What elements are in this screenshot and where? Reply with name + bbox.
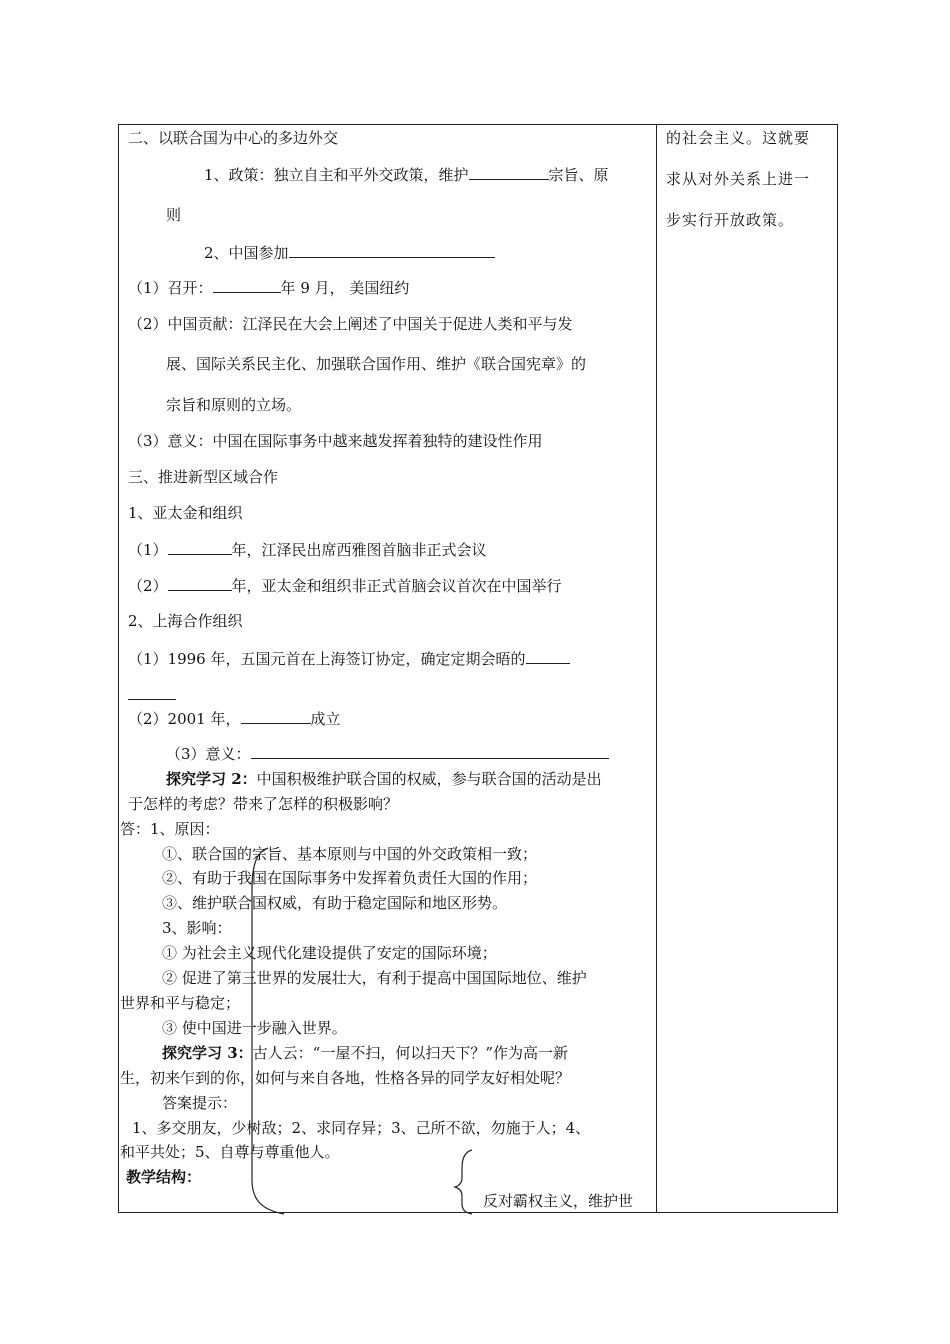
apec-title: 1、亚太金和组织 bbox=[128, 504, 243, 522]
sco-title: 2、上海合作组织 bbox=[128, 612, 243, 630]
structure-label: 教学结构： bbox=[126, 1168, 202, 1186]
policy-line: 1、政策：独立自主和平外交政策，维护 宗旨、原 bbox=[204, 166, 609, 184]
inquiry-3-line: 探究学习 3：古人云：“一屋不扫，何以扫天下？”作为高一新 bbox=[162, 1044, 569, 1062]
answer-reason-1: ①、联合国的宗旨、基本原则与中国的外交政策相一致； bbox=[162, 845, 538, 863]
structure-text: 反对霸权主义，维护世 bbox=[483, 1192, 634, 1210]
apec-item-1: （1） 年，江泽民出席西雅图首脑非正式会议 bbox=[128, 541, 487, 559]
apec-item-2: （2） 年，亚太金和组织非正式首脑会议首次在中国举行 bbox=[128, 577, 562, 595]
item-contribution-cont: 展、国际关系民主化、加强联合国作用、维护《联合国宪章》的 bbox=[166, 355, 587, 373]
inquiry-3-line-cont: 生，初来乍到的你，如何与来自各地，性格各异的同学友好相处呢？ bbox=[120, 1069, 571, 1087]
item-contribution: （2）中国贡献：江泽民在大会上阐述了中国关于促进人类和平与发 bbox=[128, 315, 573, 333]
small-brace bbox=[455, 1150, 472, 1214]
large-brace bbox=[252, 848, 284, 1214]
item-contribution-cont2: 宗旨和原则的立场。 bbox=[166, 396, 302, 414]
inquiry-2-line-cont: 于怎样的考虑？带来了怎样的积极影响？ bbox=[128, 795, 399, 813]
section-2-title: 二、以联合国为中心的多边外交 bbox=[128, 129, 339, 147]
policy-line-cont: 则 bbox=[166, 206, 182, 224]
sco-item-3: （3）意义： bbox=[166, 744, 609, 763]
answer-effect-2: ② 促进了第三世界的发展壮大，有利于提高中国国际地位、维护 bbox=[162, 969, 587, 987]
answer-head: 答：1、原因： bbox=[120, 820, 220, 838]
sco-item-1: （1）1996 年，五国元首在上海签订协定，确定定期会晤的 bbox=[128, 649, 570, 668]
item-convene: （1）召开： 年 9 月， 美国纽约 bbox=[128, 279, 410, 297]
answer-effect-3: ③ 使中国进一步融入世界。 bbox=[162, 1019, 347, 1037]
hint-line-cont: 和平共处；5、自尊与尊重他人。 bbox=[120, 1143, 340, 1161]
answer-effect-2-cont: 世界和平与稳定； bbox=[120, 994, 241, 1012]
inquiry-2-line: 探究学习 2：中国积极维护联合国的权威，参与联合国的活动是出 bbox=[166, 770, 602, 788]
answer-reason-3: ③、维护联合国权威，有助于稳定国际和地区形势。 bbox=[162, 894, 508, 912]
china-join-line: 2、中国参加 bbox=[204, 243, 495, 262]
answer-reason-2: ②、有助于我国在国际事务中发挥着负责任大国的作用； bbox=[162, 869, 538, 887]
side-note-line-3: 步实行开放政策。 bbox=[666, 211, 795, 229]
sco-item-2: （2）2001 年， 成立 bbox=[128, 710, 341, 728]
item-significance: （3）意义：中国在国际事务中越来越发挥着独特的建设性作用 bbox=[128, 432, 543, 450]
side-note-line-1: 的社会主义。这就要 bbox=[666, 129, 811, 147]
hint-line: 1、多交朋友，少树敌；2、求同存异；3、己所不欲，勿施于人；4、 bbox=[132, 1119, 591, 1137]
answer-effect-1: ① 为社会主义现代化建设提供了安定的国际环境； bbox=[162, 944, 497, 962]
answer-effect-head: 3、影响： bbox=[162, 919, 232, 937]
hint-head: 答案提示： bbox=[162, 1094, 238, 1112]
side-note-line-2: 求从对外关系上进一 bbox=[666, 170, 811, 188]
section-3-title: 三、推进新型区域合作 bbox=[128, 468, 279, 486]
